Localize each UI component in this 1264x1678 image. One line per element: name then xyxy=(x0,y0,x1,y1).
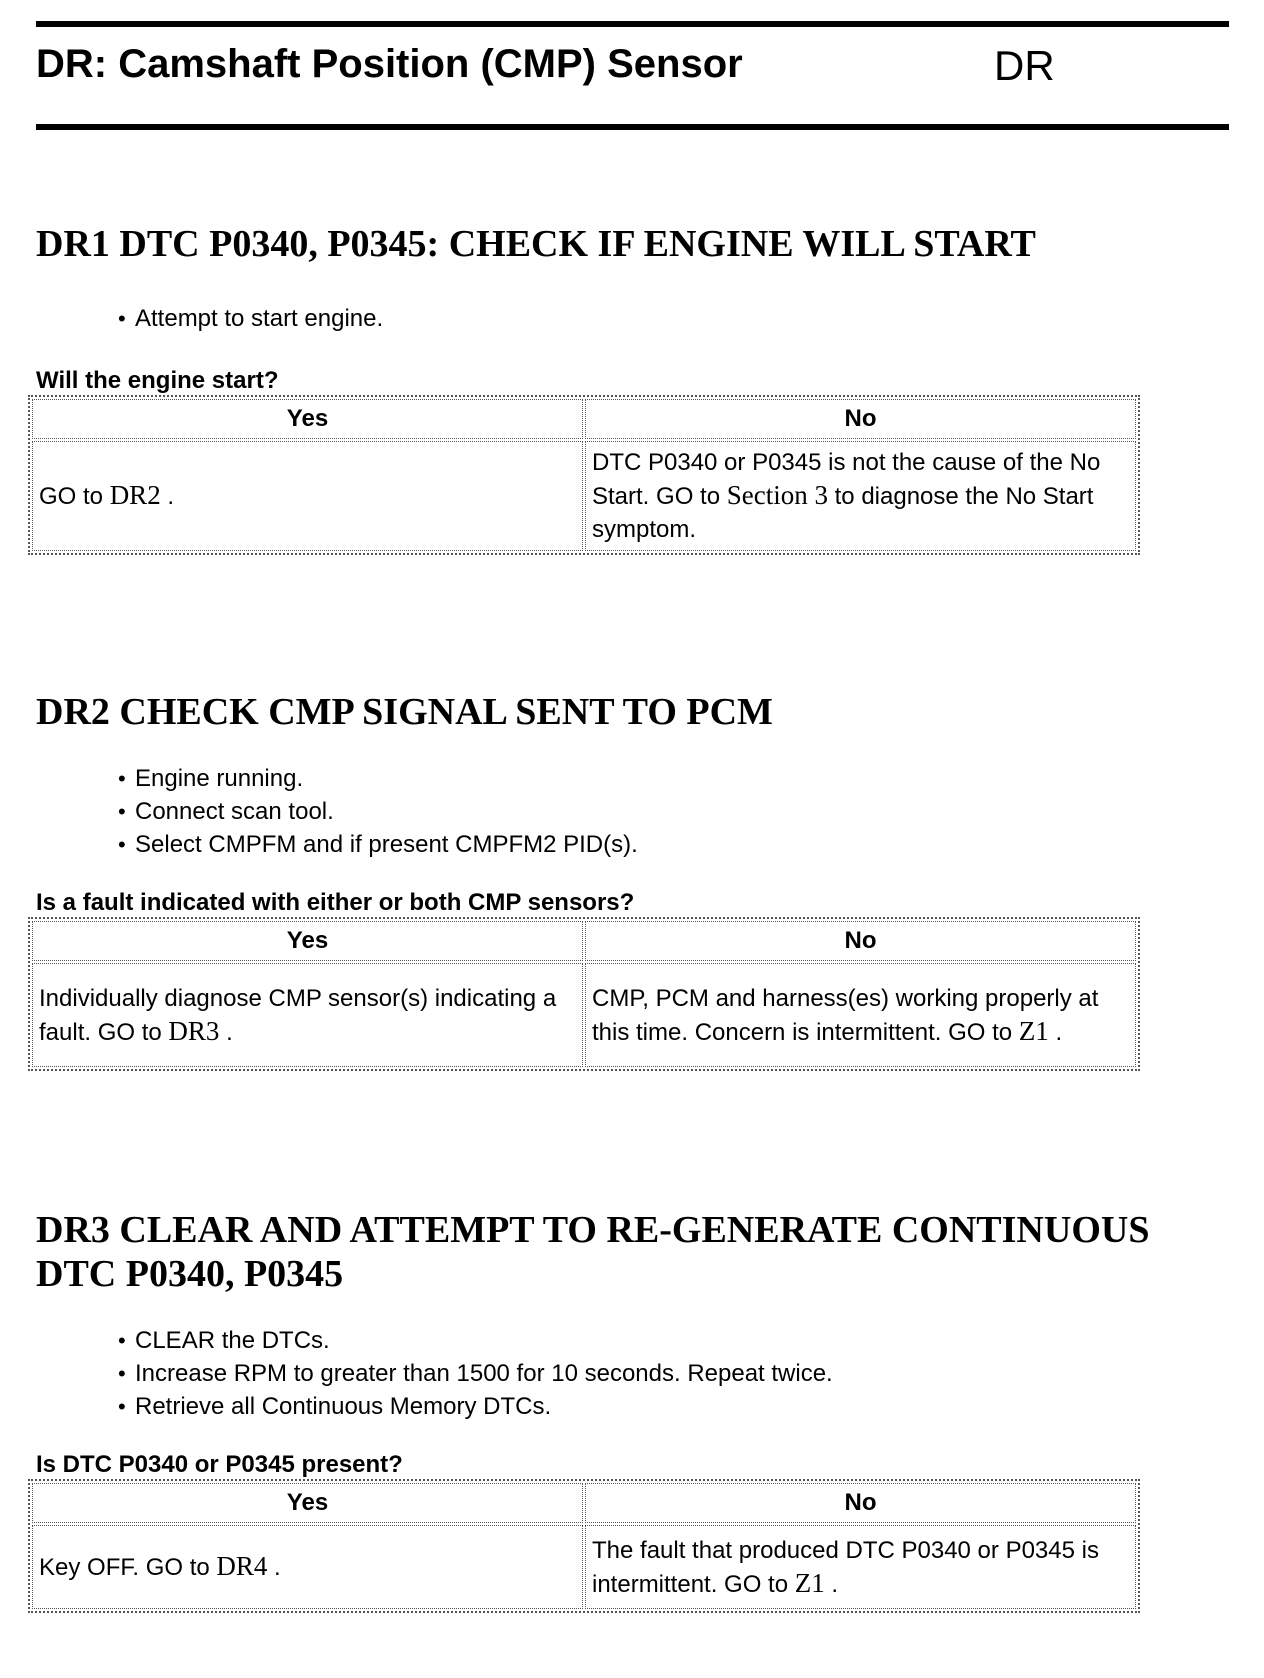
header-top-rule xyxy=(36,21,1229,27)
step-item: • CLEAR the DTCs. xyxy=(118,1324,1196,1357)
decision-table xyxy=(28,395,1140,555)
yes-tail: . xyxy=(219,1018,233,1046)
section-code: DR xyxy=(994,42,1055,89)
question: Will the engine start? xyxy=(36,367,279,394)
no-tail: . xyxy=(824,1570,839,1598)
page-title: DR: Camshaft Position (CMP) Sensor xyxy=(36,42,743,86)
header-bottom-rule xyxy=(36,124,1229,130)
yes-tail: . xyxy=(267,1554,281,1581)
section-heading: DR2 CHECK CMP SIGNAL SENT TO PCM xyxy=(36,691,773,733)
yes-text: Individually diagnose CMP sensor(s) indicating a fault. GO to xyxy=(39,984,557,1046)
step-item: • Increase RPM to greater than 1500 for 10 seconds. Repeat twice. xyxy=(118,1357,1196,1390)
step-item: • Retrieve all Continuous Memory DTCs. xyxy=(118,1390,1196,1423)
no-tail: to diagnose the No Start symptom. xyxy=(592,483,1094,543)
section-dr3 xyxy=(36,1208,1196,1613)
step-list xyxy=(36,762,1196,861)
no-text: DTC P0340 or P0345 is not the cause of the No Start. GO to xyxy=(592,449,1101,510)
section-heading: DR1 DTC P0340, P0345: CHECK IF ENGINE WILL START xyxy=(36,223,1036,265)
yes-link[interactable]: DR3 xyxy=(168,1015,220,1046)
no-link[interactable]: Section 3 xyxy=(726,480,828,510)
no-cell xyxy=(585,963,1136,1067)
no-header: No xyxy=(585,921,1136,961)
yes-link[interactable]: DR2 xyxy=(109,480,161,510)
no-text: CMP, PCM and harness(es) working properly at this time. Concern is intermittent. GO to xyxy=(592,984,1099,1046)
section-dr2 xyxy=(36,690,1196,1071)
no-header: No xyxy=(585,1483,1136,1523)
step-list xyxy=(36,1324,1196,1423)
no-cell xyxy=(585,441,1136,551)
yes-cell xyxy=(32,963,583,1067)
step-item: • Select CMPFM and if present CMPFM2 PID(s). xyxy=(118,828,1196,861)
step-item: • Engine running. xyxy=(118,762,1196,795)
decision-table xyxy=(28,1479,1140,1613)
step-item: • Connect scan tool. xyxy=(118,795,1196,828)
yes-text: Key OFF. GO to xyxy=(39,1554,217,1581)
yes-header: Yes xyxy=(32,921,583,961)
question: Is DTC P0340 or P0345 present? xyxy=(36,1451,403,1478)
yes-text: GO to xyxy=(39,483,110,510)
yes-header: Yes xyxy=(32,1483,583,1523)
no-tail: . xyxy=(1048,1018,1063,1046)
step-list xyxy=(36,302,1196,335)
page-header xyxy=(36,42,1229,102)
section-heading: DR3 CLEAR AND ATTEMPT TO RE-GENERATE CONTINUOUS DTC P0340, P0345 xyxy=(36,1209,1150,1295)
section-dr1 xyxy=(36,222,1196,555)
step-item: • Attempt to start engine. xyxy=(118,302,1196,335)
no-header: No xyxy=(585,399,1136,439)
yes-header: Yes xyxy=(32,399,583,439)
question: Is a fault indicated with either or both CMP sensors? xyxy=(36,889,635,916)
no-cell xyxy=(585,1525,1136,1609)
decision-table xyxy=(28,917,1140,1071)
yes-cell xyxy=(32,441,583,551)
yes-cell xyxy=(32,1525,583,1609)
yes-link[interactable]: DR4 xyxy=(216,1551,268,1581)
yes-tail: . xyxy=(160,483,175,510)
no-link[interactable]: Z1 xyxy=(794,1567,825,1598)
no-link[interactable]: Z1 xyxy=(1018,1015,1049,1046)
no-text: The fault that produced DTC P0340 or P0345 is intermittent. GO to xyxy=(592,1536,1099,1598)
